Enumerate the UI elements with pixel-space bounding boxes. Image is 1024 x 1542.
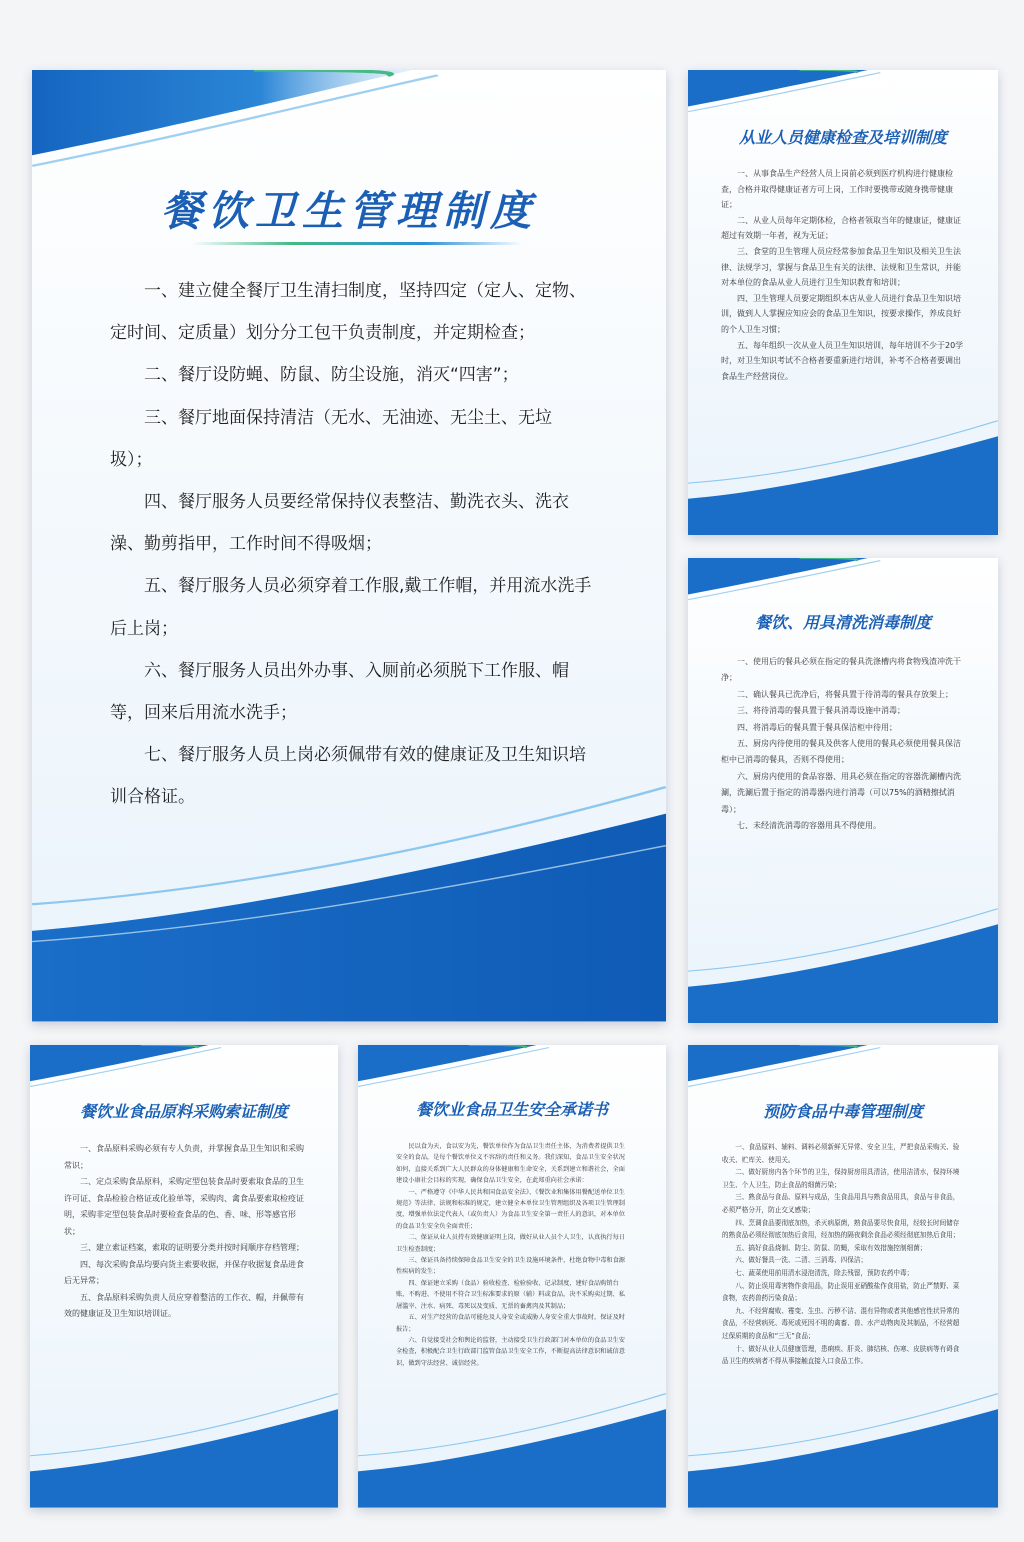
rule-paragraph: 二、保证从业人员持有效健康证明上岗，做好从业人员个人卫生，认真执行每日卫生检查制度； [396, 1234, 625, 1253]
rule-paragraph: 二、餐厅设防蝇、防鼠、防尘设施，消灭“四害”； [144, 365, 519, 386]
poisoning-prevention-board [688, 1045, 998, 1508]
rule-paragraph: 七、未经清洗消毒的容器用具不得使用。 [737, 821, 881, 831]
rule-paragraph: 二、确认餐具已洗净后，将餐具置于待消毒的餐具存放架上； [737, 689, 953, 699]
rule-paragraph: 八、防止误用毒害物作食用品，防止误用亚硝酸盐作食用盐，防止严禁野、菜食物，农药兽药污染食品； [722, 1281, 960, 1303]
board-title: 餐饮、用具清洗消毒制度 [754, 613, 931, 632]
rule-paragraph: 民以食为天，食以安为先，餐饮单位作为食品卫生责任主体，为消费者提供卫生安全的食品，是每个餐饮单位义不容辞的责任和义务。我们深知，食品卫生安全状况如何，直接关系到广大人民群众的身体健康和生命安全，关系到建立和谐社会，全面建设小康社会目标的实现，确保食品卫生安全，在此郑重向社会承诺： [396, 1143, 625, 1185]
board-title: 从业人员健康检查及培训制度 [738, 128, 947, 147]
rule-paragraph: 三、食堂的卫生管理人员应经常参加食品卫生知识及相关卫生法律、法规学习，掌握与食品卫生有关的法律、法规和卫生常识，并能对本单位的食品从业人员进行卫生知识教育和培训； [721, 246, 961, 288]
rule-paragraph: 四、餐厅服务人员要经常保持仪表整洁、勤洗衣头、洗衣澡、勤剪指甲，工作时间不得吸烟； [110, 492, 569, 555]
rule-paragraph: 五、每年组织一次从业人员卫生知识培训，每年培训不少于20学时，对卫生知识考试不合格者要重新进行培训，补考不合格者要调出食品生产经营岗位。 [721, 340, 964, 381]
rule-paragraph: 一、从事食品生产经营人员上岗前必须到医疗机构进行健康检查，合格并取得健康证者方可上岗，工作时要携带或随身携带健康证； [721, 169, 953, 210]
rule-paragraph: 六、厨房内使用的食品容器、用具必须在指定的容器洗涮槽内洗涮，洗涮后置于指定的消毒器内进行消毒（可以75%的酒精擦拭消毒）； [721, 771, 961, 814]
rule-paragraph: 五、厨房内待使用的餐具及供客人使用的餐具必须使用餐具保洁柜中已消毒的餐具，否则不得使用； [721, 739, 961, 765]
rule-paragraph: 五、搞好食品烧制、防尘、防鼠、防蝇，采取有效措施控制细菌； [735, 1243, 927, 1252]
rule-paragraph: 四、保证建立采购（食品）验收检查、检验验收、记录制度，建好食品购销台账，不购进、不使用不符合卫生标准要求的原（辅）料或食品，决不采购卖过期、私屠滥宰、注水、病死、毒死以及变质、无票的畜禽肉及其制品； [396, 1279, 625, 1310]
board-content [396, 1141, 628, 1369]
rule-paragraph: 一、食品原料采购必须有专人负责，并掌握食品卫生知识和采购常识； [64, 1144, 304, 1170]
rule-paragraph: 一、食品原料、辅料、调料必须新鲜无异常、安全卫生，严把食品采购关、验收关、贮库关、使用关。 [722, 1143, 960, 1164]
health-training-board [688, 70, 998, 535]
main-notice-board [32, 70, 666, 1022]
rule-paragraph: 一、建立健全餐厅卫生清扫制度，坚持四定（定人、定物、定时间、定质量）划分分工包干负责制度，并定期检查； [110, 281, 586, 344]
rule-paragraph: 四、将消毒后的餐具置于餐具保洁柜中待用； [737, 722, 897, 732]
rule-paragraph: 六、自觉接受社会和舆论的监督，主动接受卫生行政部门对本单位的食品卫生安全检查，积极配合卫生行政部门监管食品卫生安全工作，不断提高法律意识和诚信意识，做到守法经营、诚信经营。 [396, 1336, 625, 1367]
safety-pledge-board [358, 1045, 666, 1508]
rule-paragraph: 七、餐厅服务人员上岗必须佩带有效的健康证及卫生知识培训合格证。 [110, 745, 586, 808]
tableware-disinfection-board [688, 558, 998, 1023]
board-content [64, 1141, 304, 1323]
board-content [721, 654, 965, 834]
rule-paragraph: 六、餐厅服务人员出外办事、入厕前必须脱下工作服、帽等，回来后用流水洗手； [110, 660, 569, 724]
rule-paragraph: 二、从业人员每年定期体检，合格者领取当年的健康证，健康证超过有效期一年者，视为无证； [721, 215, 961, 241]
bottom-wave-decoration [688, 405, 998, 535]
purchase-certificate-board [30, 1045, 338, 1508]
board-content [722, 1141, 964, 1368]
rule-paragraph: 六、做好餐具一洗、二清、三消毒、四保洁； [735, 1256, 868, 1265]
bottom-wave-decoration [688, 1378, 998, 1508]
rule-paragraph: 五、餐厅服务人员必须穿着工作服,戴工作帽，并用流水洗手后上岗； [110, 576, 592, 639]
rule-paragraph: 三、建立索证档案，索取的证明要分类并按时间顺序存档管理； [80, 1243, 304, 1252]
board-content [721, 166, 965, 384]
board-title: 餐饮业食品卫生安全承诺书 [415, 1100, 608, 1119]
rule-paragraph: 三、将待消毒的餐具置于餐具消毒设施中消毒； [737, 706, 905, 716]
rule-paragraph: 七、蔬菜使用前用清水浸泡清洗，除去残留，预防农药中毒； [735, 1268, 914, 1277]
bottom-wave-decoration [358, 1378, 666, 1508]
board-title: 预防食品中毒管理制度 [762, 1102, 923, 1121]
title-underline [192, 242, 522, 245]
bottom-wave-decoration [30, 1378, 338, 1508]
rule-paragraph: 三、熟食品与食品、原料与成品，生食品用具与熟食品用具，食品与非食品，必须严格分开，防止交叉感染； [722, 1193, 960, 1214]
bottom-wave-decoration [688, 893, 998, 1023]
rule-paragraph: 三、保证具备持续保障食品卫生安全的卫生设施环境条件，杜绝食物中毒和食源性疾病的发生； [396, 1257, 625, 1276]
rule-paragraph: 一、严格遵守《中华人民共和国食品安全法》、《餐饮业和集体用餐配送单位卫生规范》等法律、法规和标准的规定，建立健全本单位卫生管理组织及各项卫生管理制度，增强单位法定代表人（或负责人）为食品卫生安全第一责任人的意识，对本单位的食品卫生安全负全面责任； [396, 1188, 625, 1230]
rule-paragraph: 一、使用后的餐具必须在指定的餐具洗涤槽内将食物残渣冲洗干净； [721, 657, 961, 683]
rule-paragraph: 四、每次采购食品均要向货主索要收据，并保存收据复食品进食后无异常； [64, 1259, 304, 1285]
board-title: 餐饮卫生管理制度 [161, 187, 537, 235]
board-title: 餐饮业食品原料采购索证制度 [79, 1102, 288, 1121]
rule-paragraph: 五、对生产经营的食品可能危及人身安全或威胁人身安全重大事故时，保证及时报告； [396, 1314, 625, 1333]
rule-paragraph: 三、餐厅地面保持清洁（无水、无油迹、无尘土、无垃圾）； [110, 407, 552, 470]
rule-paragraph: 四、烹调食品要彻底加热，杀灭病原菌，熟食品要尽快食用，经较长时间储存的熟食品必须经彻底加热后食用，经加热的隔夜剩余食品必须经彻底加热后食用； [722, 1218, 960, 1240]
rule-paragraph: 五、食品原料采购负责人员应穿着整洁的工作衣、帽，并佩带有效的健康证及卫生知识培训证。 [64, 1292, 304, 1318]
board-content [110, 270, 594, 819]
rule-paragraph: 二、定点采购食品原料，采购定型包装食品时要索取食品的卫生许可证、食品检验合格证或化验单等，采购肉、禽食品要索取检疫证明，采购非定型包装食品时要检查食品的色、香、味、形等感官形状； [64, 1177, 304, 1236]
rule-paragraph: 四、卫生管理人员要定期组织本店从业人员进行食品卫生知识培训，做到人人掌握应知应会的食品卫生知识，按要求操作，养成良好的个人卫生习惯； [721, 293, 961, 334]
rule-paragraph: 二、做好厨房内各个环节的卫生，保持厨房用具清洁，使用洁清水，保持环境卫生、个人卫生，防止食品的细菌污染； [722, 1168, 960, 1189]
rule-paragraph: 九、不经营腐败、霉变、生虫、污秽不洁、混有异物或者其他感官性状异常的食品，不经营病死、毒死或死因不明的禽畜、兽、水产动物肉及其制品，不经营超过保质期的食品和“三无”食品； [722, 1306, 960, 1340]
rule-paragraph: 十、做好从业人员健康管理，患痢疾、肝炎、肺结核、伤寒、皮肤病等有碍食品卫生的疾病者不得从事接触直接入口食品工作。 [722, 1344, 960, 1366]
